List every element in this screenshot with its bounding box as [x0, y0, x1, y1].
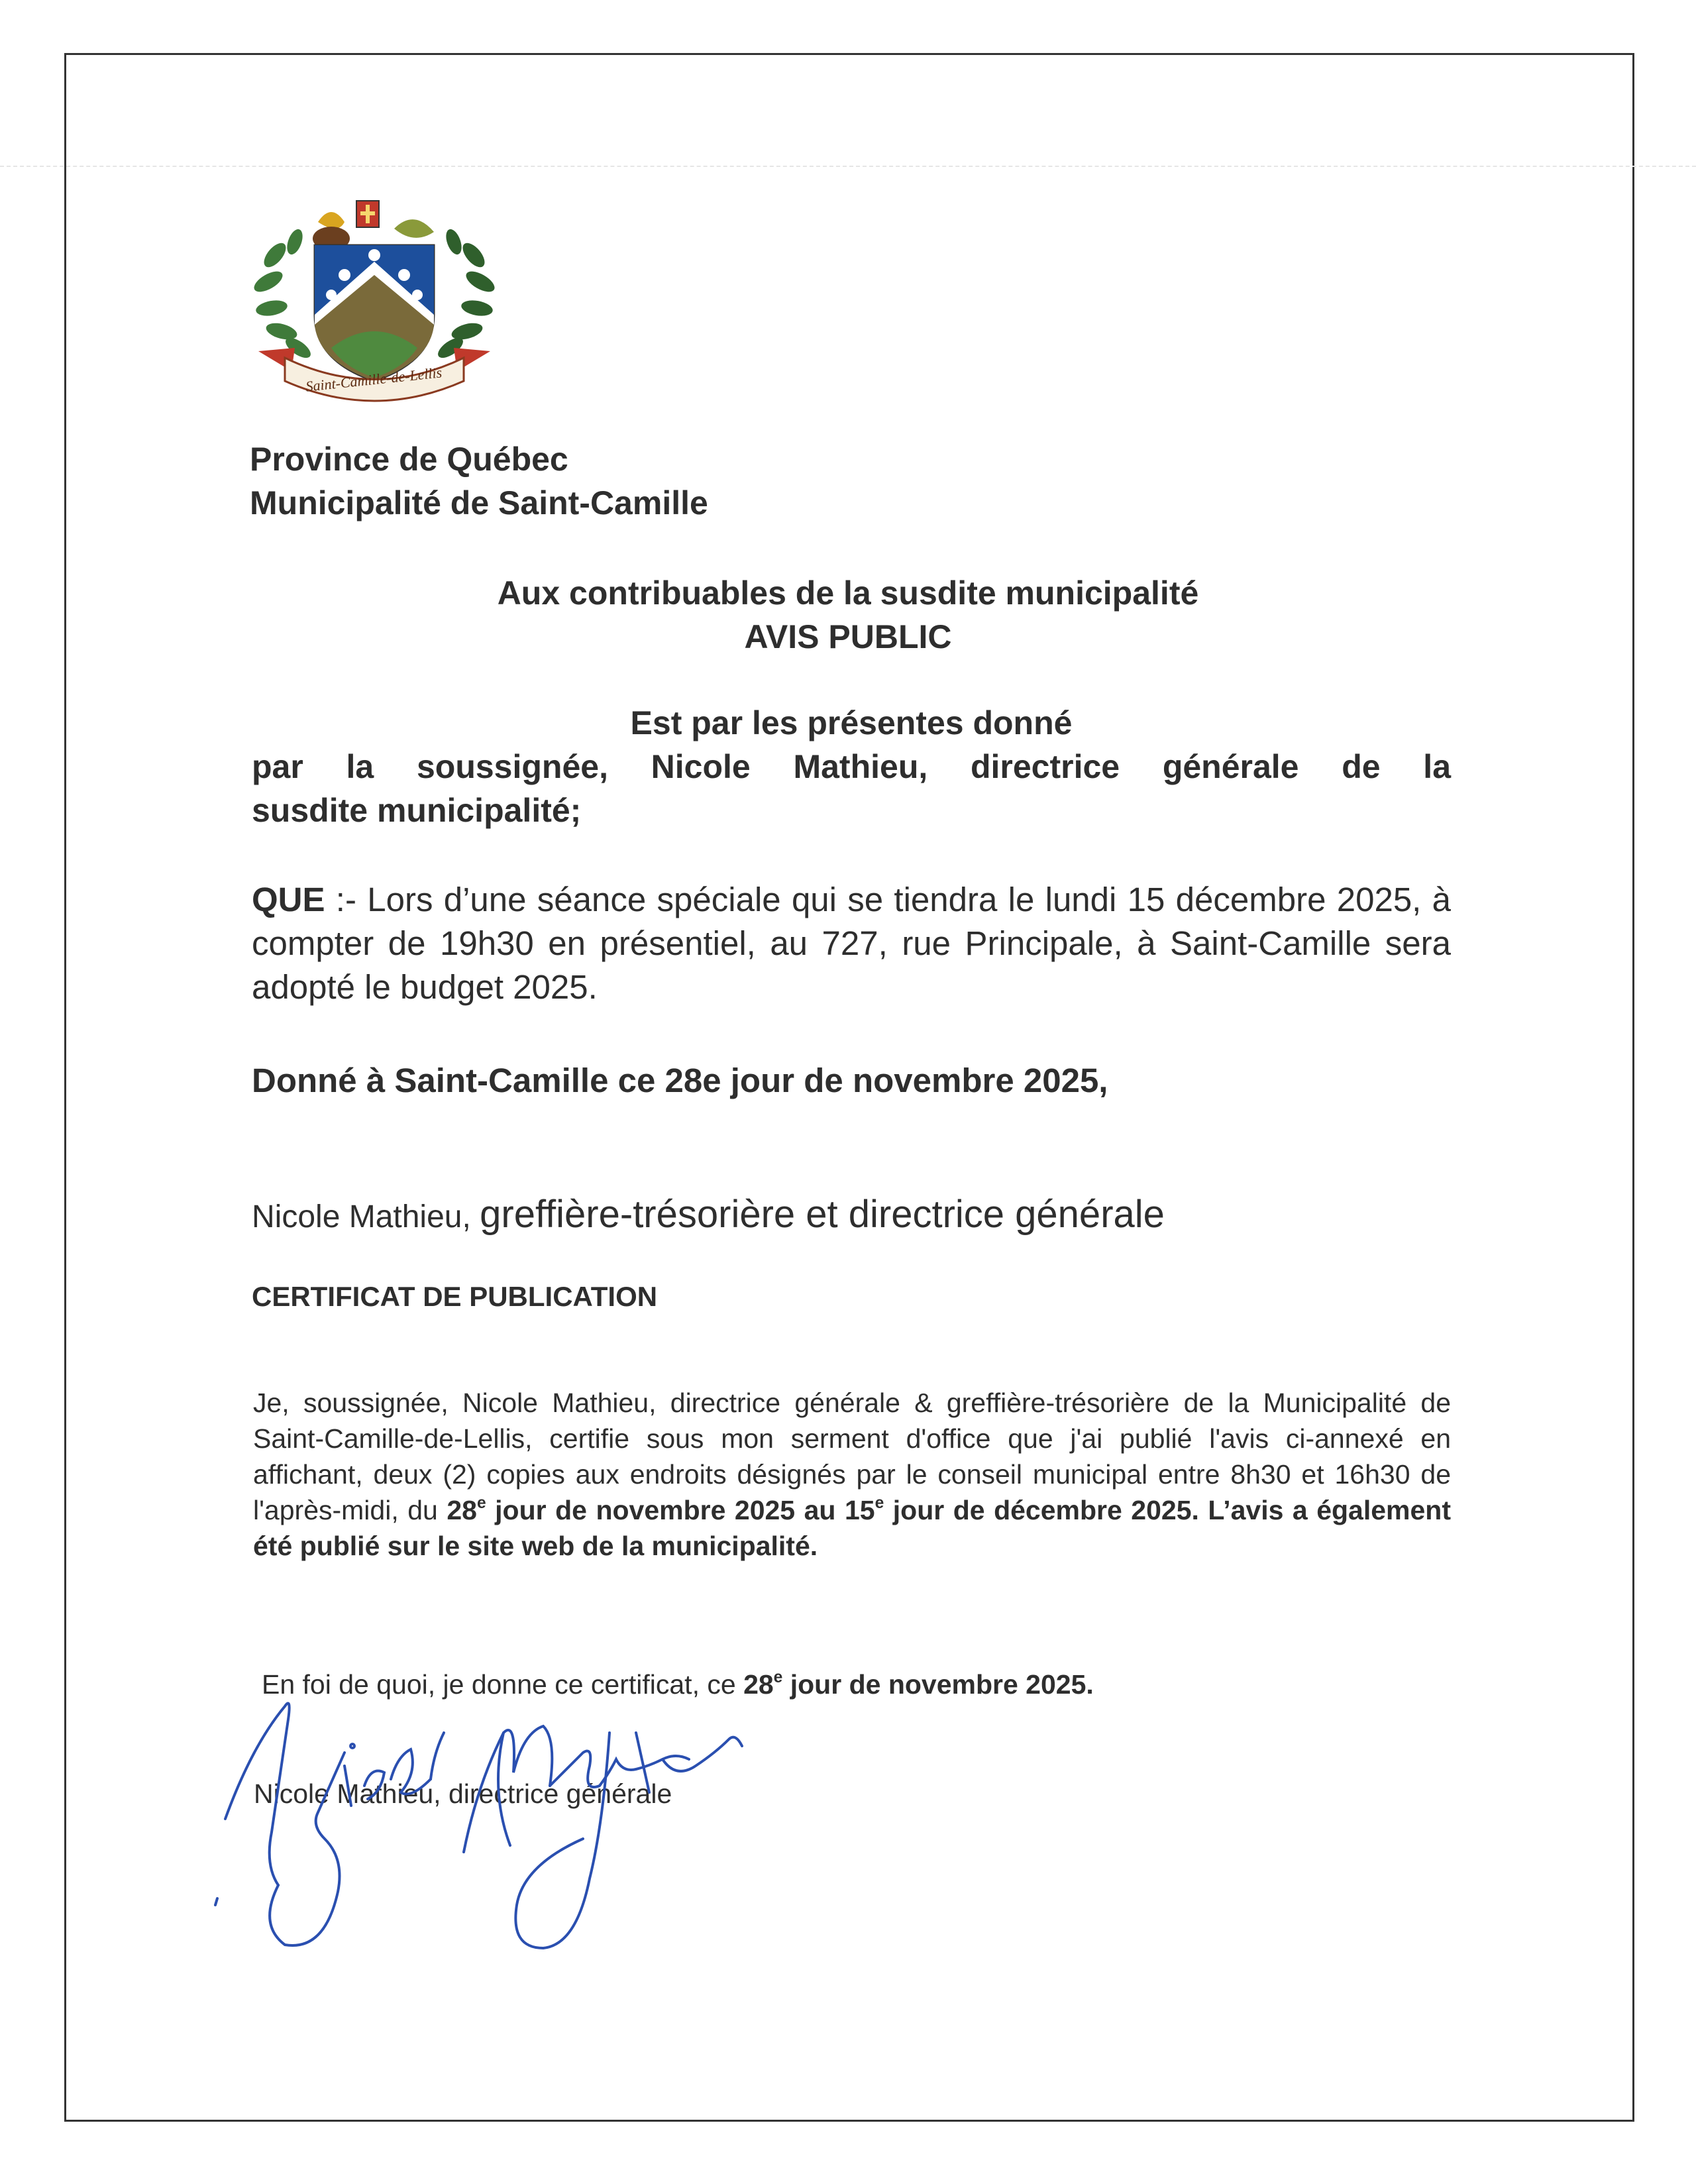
que-text: :- Lors d’une séance spéciale qui se tiendra le lundi 15 décembre 2025, à compter de 19h30 en présentiel, au 727, rue Principale, à Saint-Camille sera adopté le budget 2025. [252, 881, 1451, 1006]
foi-sup: e [773, 1668, 783, 1686]
certificate-heading: CERTIFICAT DE PUBLICATION [252, 1281, 658, 1312]
signature-caption: Nicole Mathieu, directrice générale [254, 1778, 672, 1809]
cert-sup-1: e [476, 1494, 486, 1512]
que-paragraph [252, 878, 1451, 1009]
certificate-body [253, 1385, 1451, 1564]
handwritten-signature [212, 1693, 768, 1951]
given-at-line: Donné à Saint-Camille ce 28e jour de novembre 2025, [252, 1062, 1108, 1099]
scan-line [0, 166, 1696, 167]
province-line: Province de Québec [250, 441, 568, 478]
certificate-body-text: Je, soussignée, Nicole Mathieu, directrice générale & greffière-trésorière de la Municipalité de Saint-Camille-de-Lellis, certifie sous mon serment d'office que j'ai publié l'avis ci-annexé en affichant, deux (2) copies aux endroits désignés par le conseil municipal entre 8h30 et 16h30 de l'après-midi, du [253, 1388, 1451, 1525]
municipality-line: Municipalité de Saint-Camille [250, 484, 708, 521]
addressee-line: Aux contribuables de la susdite municipalité [497, 574, 1199, 612]
foi-day: 28 [743, 1669, 774, 1700]
cert-bold-end: jour de décembre 2025. L’avis a également été publié sur le site web de la municipalité. [253, 1495, 1451, 1561]
header-block [250, 437, 1177, 525]
signer-title: greffière-trésorière et directrice générale [480, 1193, 1165, 1236]
cert-day-start: 28 [447, 1495, 477, 1525]
cert-bold-mid: jour de novembre 2025 au 15 [486, 1495, 875, 1525]
foi-text: En foi de quoi, je donne ce certificat, ce [262, 1669, 744, 1700]
cert-sup-2: e [874, 1494, 884, 1512]
logo-ribbon-text: Saint-Camille-de-Lellis [305, 364, 443, 395]
given-line-2b: susdite municipalité; [252, 792, 582, 829]
notice-title: AVIS PUBLIC [744, 618, 952, 655]
given-line-2a: par la soussignée, Nicole Mathieu, directrice générale de la [252, 748, 1451, 785]
given-line-1: Est par les présentes donné [630, 704, 1073, 741]
coat-of-arms-logo [245, 182, 504, 404]
signer-line [252, 1193, 1510, 1239]
given-block [252, 701, 1451, 832]
signer-name: Nicole Mathieu, [252, 1199, 480, 1234]
notice-heading [252, 571, 1444, 659]
que-label: QUE [252, 881, 325, 918]
foi-end: jour de novembre 2025. [782, 1669, 1094, 1700]
